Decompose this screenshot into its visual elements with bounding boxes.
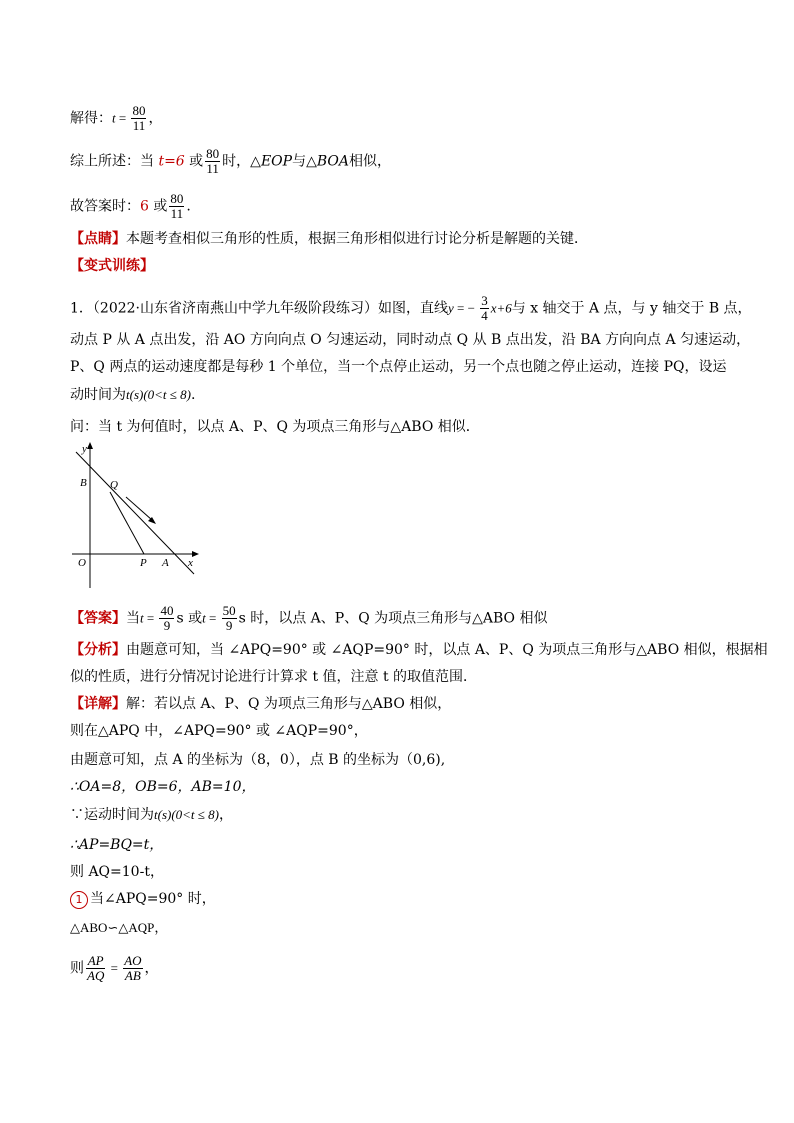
detail-tag: 【详解】 bbox=[70, 696, 126, 712]
detail-line-5: ∵运动时间为t(s)(0<t ≤ 8)， bbox=[70, 807, 234, 823]
question-line-4: 动时间为t(s)(0<t ≤ 8). bbox=[70, 387, 196, 403]
label-o: O bbox=[78, 557, 86, 569]
fraction-80-11: $\frac{80}{11}$ bbox=[132, 103, 146, 133]
variant-training-heading: 【变式训练】 bbox=[70, 258, 154, 274]
line-ab bbox=[76, 452, 194, 574]
question-line-1: 1．（2022·山东省济南燕山中学九年级阶段练习）如图，直线y = − $\frac{3}{4}$ x+6与 x 轴交于 A 点，与 y 轴交于 B 点， bbox=[70, 293, 752, 323]
label-p: P bbox=[140, 557, 147, 569]
label-x: x bbox=[188, 557, 193, 569]
detail-line-1: 【详解】解：若以点 A、P、Q 为项点三角形与△ABO 相似， bbox=[70, 696, 452, 712]
detail-line-8: 1 当∠APQ=90° 时， bbox=[70, 889, 216, 909]
label-b: B bbox=[80, 477, 87, 489]
label-a: A bbox=[162, 557, 169, 569]
answer-line: 故答案时：6 或 $\frac{80}{11}$ . bbox=[70, 191, 191, 221]
solution-line-t: 解得：t = $\frac{80}{11}$ ， bbox=[70, 103, 163, 133]
question-line-5: 问：当 t 为何值时，以点 A、P、Q 为项点三角形与△ABO 相似． bbox=[70, 419, 480, 435]
coordinate-figure bbox=[68, 440, 208, 590]
circled-number-icon: 1 bbox=[70, 891, 88, 909]
label-q: Q bbox=[110, 479, 118, 491]
detail-line-6: ∴AP=BQ=t， bbox=[70, 837, 164, 853]
detail-line-10: 则 $\frac{AP}{AQ}$ = $\frac{AO}{AB}$ ， bbox=[70, 953, 159, 983]
key-point-line: 【点睛】本题考查相似三角形的性质，根据三角形相似进行讨论分析是解题的关键． bbox=[70, 231, 588, 247]
detail-line-9: △ABO∽△AQP， bbox=[70, 920, 168, 935]
analysis-line-2: 似的性质，进行分情况讨论进行计算求 t 值，注意 t 的取值范围． bbox=[70, 669, 478, 685]
detail-line-2: 则在△APQ 中，∠APQ=90° 或 ∠AQP=90°， bbox=[70, 723, 368, 739]
analysis-tag: 【分析】 bbox=[70, 642, 126, 658]
question-line-3: P、Q 两点的运动速度都是每秒 1 个单位，当一个点停止运动，另一个点也随之停止运动，连接 PQ，设运 bbox=[70, 359, 727, 375]
label-y: y bbox=[82, 443, 87, 455]
detail-line-7: 则 AQ=10-t， bbox=[70, 864, 164, 880]
x-axis-arrow-icon bbox=[192, 551, 199, 557]
segment-qp bbox=[110, 492, 144, 554]
key-point-tag: 【点睛】 bbox=[70, 231, 126, 247]
y-axis-arrow-icon bbox=[87, 442, 93, 449]
answer-tag: 【答案】 bbox=[70, 610, 126, 627]
summary-line: 综上所述：当 t=6 或 $\frac{80}{11}$ 时，△EOP与△BOA相似， bbox=[70, 146, 391, 176]
question-line-2: 动点 P 从 A 点出发，沿 AO 方向向点 O 匀速运动，同时动点 Q 从 B 点出发，沿 BA 方向向点 A 匀速运动， bbox=[70, 332, 751, 348]
answer-tag-line: 【答案】当t = $\frac{40}{9}$ s 或t = $\frac{50}{9}$ s 时，以点 A、P、Q 为项点三角形与△ABO 相似 bbox=[70, 603, 548, 633]
detail-line-4: ∴OA=8，OB=6，AB=10， bbox=[70, 779, 256, 795]
detail-line-3: 由题意可知，点 A 的坐标为（8，0），点 B 的坐标为（0,6), bbox=[70, 752, 446, 768]
analysis-line-1: 【分析】由题意可知，当 ∠APQ=90° 或 ∠AQP=90° 时，以点 A、P、Q 为项点三角形与△ABO 相似，根据相 bbox=[70, 642, 768, 658]
